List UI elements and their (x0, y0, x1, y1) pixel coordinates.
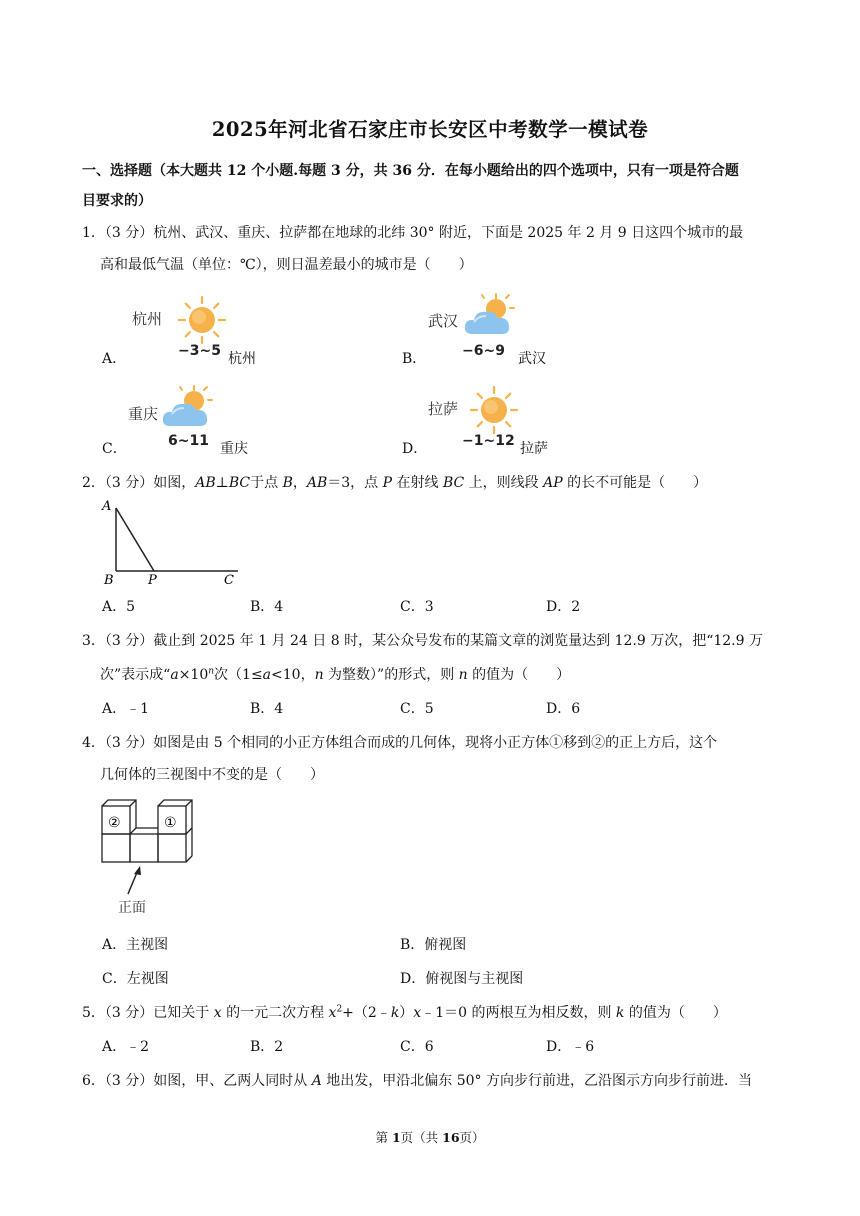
q1-text: 1．（3 分）杭州、武汉、重庆、拉萨都在地球的北纬 30° 附近，下面是 2025 年 2 月 9 日这四个城市的最 (82, 225, 744, 241)
q2-option-d: D．2 (546, 599, 581, 615)
page-title: 2025年河北省石家庄市长安区中考数学一模试卷 (211, 118, 649, 141)
section-heading: 一、选择题（本大题共 12 个小题.每题 3 分，共 36 分．在每小题给出的四个选项中，只有一项是符合题 (82, 163, 739, 179)
q1-option-b-city: 武汉 (518, 351, 546, 367)
q6-text: 6．（3 分）如图，甲、乙两人同时从 A 地出发，甲沿北偏东 50° 方向步行前进，乙沿图示方向步行前进．当 (82, 1073, 753, 1089)
q1-option-d-letter: D． (402, 441, 428, 457)
q5-option-a: A．﹣2 (102, 1039, 150, 1055)
partly-cloudy-icon (160, 384, 216, 432)
q3-option-d: D．6 (546, 701, 581, 717)
q1-option-a-city: 杭州 (228, 351, 256, 367)
partly-cloudy-icon (462, 292, 518, 340)
q4-option-d: D．俯视图与主视图 (400, 971, 524, 987)
q3-option-c: C．5 (400, 701, 434, 717)
q5-text: 5．（3 分）已知关于 x 的一元二次方程 $x^2+(2﹣k)x﹣1=0$ 的两根互为相反数，则 k 的值为（ ） (82, 1004, 727, 1021)
q4-cube-figure (96, 796, 196, 918)
cube-2-label: ② (108, 815, 121, 831)
q4-text: 4．（3 分）如图是由 5 个相同的小正方体组合而成的几何体，现将小正方体①移到②的正上方后，这个 (82, 735, 718, 751)
q1-option-d-city: 拉萨 (520, 441, 548, 457)
q2-option-c: C．3 (400, 599, 434, 615)
point-c-label: C (224, 573, 234, 586)
q1-option-b-city-label: 武汉 (428, 312, 459, 330)
q1-option-c-city: 重庆 (220, 441, 248, 457)
point-b-label: B (104, 573, 114, 586)
q1-text-cont: 高和最低气温（单位：℃），则日温差最小的城市是（ ） (100, 257, 473, 273)
q2-text: 2．（3 分）如图，AB⊥BC于点 B，AB＝3，点 P 在射线 BC 上，则线段 AP 的长不可能是（ ） (82, 475, 708, 491)
q2-figure (98, 496, 248, 586)
q1-option-b-range: −6~9 (462, 343, 505, 359)
q1-option-a-letter: A． (102, 351, 127, 367)
q4-option-c: C．左视图 (102, 971, 169, 987)
sun-icon (468, 384, 520, 436)
q5-option-c: C．6 (400, 1039, 434, 1055)
q4-text-cont: 几何体的三视图中不变的是（ ） (100, 767, 324, 783)
q2-option-a: A．5 (102, 599, 136, 615)
q4-option-b: B．俯视图 (400, 937, 467, 953)
q1-option-a-range: −3~5 (178, 343, 221, 359)
q4-option-a: A．主视图 (102, 937, 169, 953)
front-label: 正面 (118, 900, 146, 916)
sun-icon (176, 294, 228, 346)
q1-option-c-city-label: 重庆 (128, 405, 159, 423)
q1-option-a-city-label: 杭州 (132, 310, 163, 328)
q5-option-b: B．2 (250, 1039, 284, 1055)
section-heading-cont: 目要求的） (82, 193, 152, 209)
q5-option-d: D．﹣6 (546, 1039, 595, 1055)
q3-text-cont: 次”表示成“$a\times 10^n$次（1≤a<10，n 为整数）”的形式，则 n 的值为（ ） (100, 666, 571, 683)
cube-1-label: ① (164, 815, 177, 831)
q1-option-c-range: 6~11 (168, 433, 209, 449)
q3-option-b: B．4 (250, 701, 284, 717)
q1-option-b-letter: B． (402, 351, 427, 367)
q1-option-d-range: −1~12 (462, 433, 515, 449)
q1-option-d-city-label: 拉萨 (428, 400, 459, 418)
point-p-label: P (148, 573, 157, 586)
q3-option-a: A．﹣1 (102, 701, 150, 717)
point-a-label: A (102, 499, 112, 514)
page-footer: 第 1页（共 16页） (375, 1130, 485, 1145)
q3-text: 3．（3 分）截止到 2025 年 1 月 24 日 8 时，某公众号发布的某篇文章的浏览量达到 12.9 万次，把“12.9 万 (82, 633, 763, 649)
q2-option-b: B．4 (250, 599, 284, 615)
q1-option-c-letter: C． (102, 441, 127, 457)
